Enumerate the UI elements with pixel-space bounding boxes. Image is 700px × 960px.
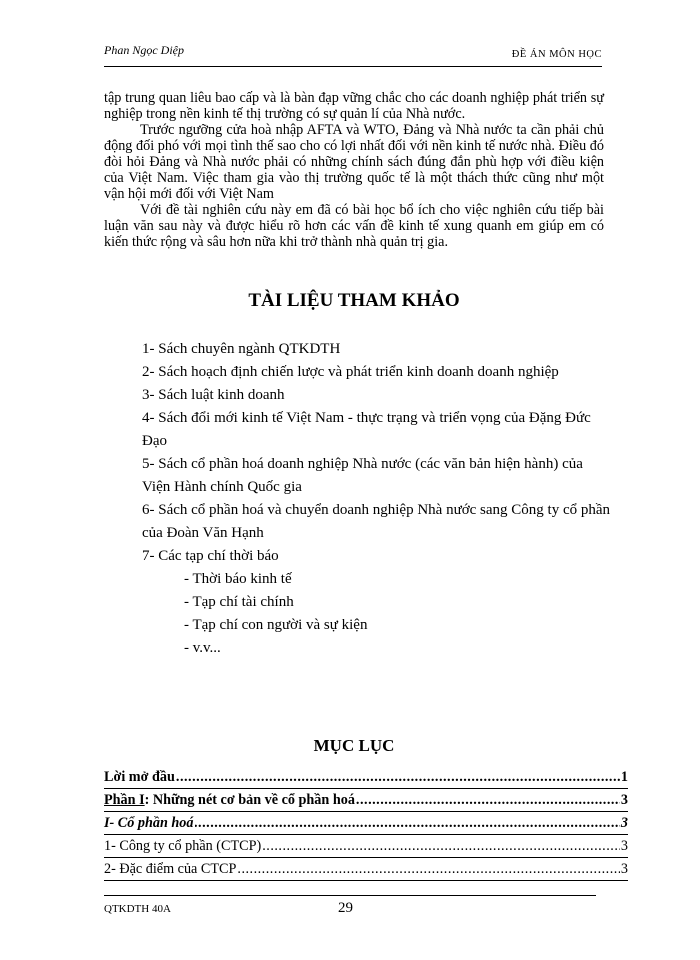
reference-subitem: - Thời báo kinh tế <box>184 571 292 587</box>
reference-item: 3- Sách luật kinh doanh <box>142 387 285 403</box>
reference-subitem: - Tạp chí tài chính <box>184 594 294 610</box>
page-header <box>104 40 602 67</box>
toc-label: : Những nét cơ bản về cổ phần hoá <box>144 792 355 808</box>
toc-label: 2- Đặc điểm của CTCP <box>104 861 237 877</box>
toc-row-part-1[interactable] <box>104 789 628 812</box>
toc-page: 3 <box>620 861 628 877</box>
reference-item: 7- Các tạp chí thời báo <box>142 548 279 564</box>
paragraph-3: Với đề tài nghiên cứu này em đã có bài học bổ ích cho việc nghiên cứu tiếp bài luận văn sau này và được hiểu rõ hơn các vấn đề kinh tế xung quanh em giúp em có kiến thức rộng và sâu hơn nữa khi trở thành nhà quản trị gia. <box>104 202 604 250</box>
footer-divider <box>104 895 596 896</box>
toc-label: 1- Công ty cổ phần (CTCP) <box>104 838 262 854</box>
paragraph-1: tập trung quan liêu bao cấp và là bàn đạp vững chắc cho các doanh nghiệp phát triển sự nghiệp trong nền kinh tế thị trường có sự quản lí của Nhà nước. <box>104 90 604 122</box>
toc-leader <box>237 858 620 880</box>
toc-label: Lời mở đầu <box>104 769 175 785</box>
toc-row-section-1[interactable] <box>104 812 628 835</box>
page-number: 29 <box>338 900 353 916</box>
reference-item: 2- Sách hoạch định chiến lược và phát triển kinh doanh doanh nghiệp <box>142 364 559 380</box>
toc-page: 1 <box>620 769 628 785</box>
header-subject: ĐỀ ÁN MÔN HỌC <box>511 49 602 60</box>
toc-leader <box>262 835 620 857</box>
toc-leader <box>195 812 620 834</box>
table-of-contents <box>104 766 628 881</box>
toc-row-subsection-2[interactable] <box>104 858 628 881</box>
reference-subitem: - Tạp chí con người và sự kiện <box>184 617 368 633</box>
footer-class-label: QTKDTH 40A <box>104 903 171 915</box>
toc-leader <box>356 789 620 811</box>
toc-prefix: Phần I <box>104 792 145 808</box>
reference-subitem: - v.v... <box>184 640 221 656</box>
toc-leader <box>176 766 620 788</box>
references-list <box>142 338 612 660</box>
toc-title: MỤC LỤC <box>313 736 395 755</box>
reference-item: 5- Sách cổ phần hoá doanh nghiệp Nhà nước (các văn bản hiện hành) của Viện Hành chính Quốc gia <box>142 456 583 495</box>
toc-row-subsection-1[interactable] <box>104 835 628 858</box>
references-title: TÀI LIỆU THAM KHẢO <box>248 290 460 311</box>
body-text <box>104 90 604 250</box>
toc-page: 3 <box>620 792 628 808</box>
toc-page: 3 <box>620 815 628 831</box>
header-author: Phan Ngọc Diệp <box>104 43 184 57</box>
toc-row-intro[interactable] <box>104 766 628 789</box>
toc-label: I- Cổ phần hoá <box>104 815 194 831</box>
paragraph-2: Trước ngưỡng cửa hoà nhập AFTA và WTO, Đảng và Nhà nước ta cần phải chủ động đối phó với mọi tình thế sao cho có lợi nhất đối với nền kinh tế nước nhà. Điều đó đòi hỏi Đảng và Nhà nước phải có những chính sách đúng đắn phù hợp với điều kiện của Việt Nam. Việc tham gia vào thị trường quốc tế là một thách thức cũng như một vận hội mới đối với Việt Nam <box>104 122 604 202</box>
reference-item: 4- Sách đổi mới kinh tế Việt Nam - thực trạng và triển vọng của Đặng Đức Đạo <box>142 410 591 449</box>
reference-item: 6- Sách cổ phần hoá và chuyển doanh nghiệp Nhà nước sang Công ty cổ phần của Đoàn Văn Hạnh <box>142 502 611 541</box>
reference-item: 1- Sách chuyên ngành QTKDTH <box>142 341 341 357</box>
toc-page: 3 <box>620 838 628 854</box>
